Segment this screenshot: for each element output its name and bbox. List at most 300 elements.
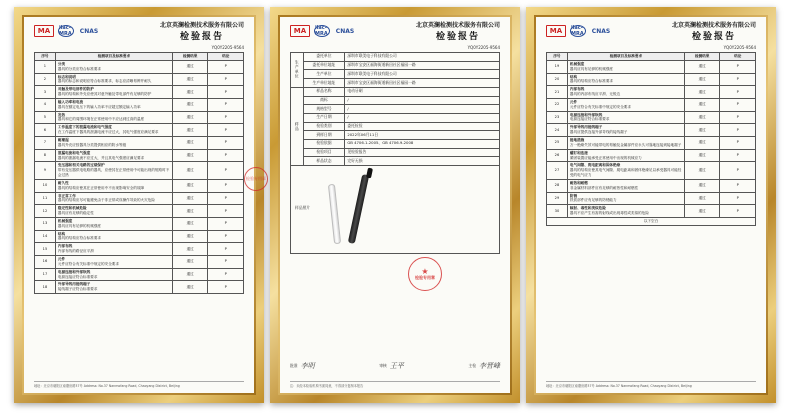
- row-conclusion: P: [208, 268, 244, 281]
- row-number: 14: [35, 230, 56, 243]
- row-item-title: 结构: [569, 74, 578, 79]
- table-row: [35, 136, 244, 149]
- info-label: 检验项目: [303, 148, 345, 157]
- row-item-desc: 器具应有足够的稳定性: [57, 211, 94, 216]
- row-item-desc: 器具的结构应符合标准要求: [57, 236, 102, 241]
- row-item-desc: 器具的结构和外壳应使其对意外触及带电部件有足够的防护: [57, 92, 152, 97]
- row-item-title: 稳定性和机械危险: [57, 206, 87, 211]
- table-row: [547, 60, 756, 73]
- table-row: [547, 162, 756, 180]
- info-row: [291, 53, 500, 62]
- row-item-title: 接地措施: [569, 137, 585, 142]
- info-value: 深圳市宝安区福海街道新田社区福园一路: [345, 61, 500, 70]
- table-row: [35, 268, 244, 281]
- row-item-title: 内部布线: [57, 244, 73, 249]
- row-result: 通过: [172, 98, 208, 111]
- row-conclusion: P: [720, 60, 756, 73]
- row-item-title: 耐潮湿: [57, 137, 69, 142]
- info-value: GB 4706.1-2005、GB 4706.9-2008: [345, 140, 500, 149]
- row-item: [55, 60, 172, 73]
- row-item: [567, 111, 684, 124]
- row-item-title: 元件: [57, 257, 66, 261]
- row-item-desc: 器具在额定电压下的输入功率不应超过额定输入功率: [57, 104, 141, 109]
- row-item: [567, 60, 684, 73]
- row-item-desc: 器具的内部布线应平滑、无锐边: [569, 92, 621, 97]
- info-value: 深圳市宝安区福海街道新田社区福园一路: [345, 79, 500, 88]
- ma-logo: MA: [34, 25, 54, 37]
- table-body: [547, 60, 756, 225]
- row-item-desc: 器具应具有足够的机械强度: [569, 66, 614, 71]
- row-item-desc: 器具的分类应符合标准要求: [57, 66, 102, 71]
- row-item-desc: 紧固装置应能承受正常使用中出现的机械应力: [569, 155, 642, 160]
- sample-photo: [291, 166, 500, 254]
- row-item: [55, 73, 172, 86]
- table-row: [547, 192, 756, 205]
- row-conclusion: P: [208, 149, 244, 162]
- row-item: [55, 111, 172, 124]
- company-name: 北京英澜检测技术服务有限公司: [415, 22, 500, 29]
- row-conclusion: P: [720, 136, 756, 149]
- row-item-title: 分类: [57, 61, 66, 66]
- toothbrush-head-image: [366, 168, 373, 179]
- signature-review: 审核 王平: [379, 362, 404, 370]
- info-label: 检验类别: [303, 122, 345, 131]
- row-item: [55, 281, 172, 294]
- row-number: 26: [547, 149, 568, 162]
- row-number: 24: [547, 124, 568, 137]
- row-item-title: 机械强度: [569, 61, 585, 66]
- seam-stamp: [244, 167, 268, 191]
- row-number: 16: [35, 256, 56, 269]
- row-item: [55, 179, 172, 192]
- info-row: [291, 148, 500, 157]
- row-result: 通过: [684, 111, 720, 124]
- row-result: 通过: [684, 73, 720, 86]
- row-item: [55, 136, 172, 149]
- table-row: [35, 192, 244, 205]
- info-label: 商标: [303, 96, 345, 105]
- row-item: [567, 162, 684, 180]
- row-conclusion: P: [720, 149, 756, 162]
- report-page-right: [536, 17, 766, 393]
- row-item: [55, 217, 172, 230]
- official-seal: [408, 257, 442, 291]
- header-logos: [546, 22, 756, 42]
- info-value: /: [345, 113, 500, 122]
- table-row: [547, 73, 756, 86]
- row-item: [55, 268, 172, 281]
- row-item-desc: 器具应具有足够的机械强度: [57, 223, 102, 228]
- row-item-desc: 铁质部件应有足够的防锈能力: [569, 198, 617, 203]
- row-item: [55, 256, 172, 269]
- row-item: [567, 86, 684, 99]
- report-number: YQ0Y2205-9564: [211, 45, 244, 50]
- row-item-desc: 器具的结构应使其在正常使用中不出现影响安全的故障: [57, 185, 145, 190]
- row-conclusion: P: [208, 179, 244, 192]
- row-item: [55, 192, 172, 205]
- row-result: 通过: [172, 60, 208, 73]
- row-result: 通过: [172, 149, 208, 162]
- row-result: 通过: [684, 124, 720, 137]
- report-title: 检验报告: [179, 32, 224, 42]
- seam-stamp-text: 检验专用章: [246, 176, 266, 181]
- header-item: 检测项目及标准要求: [55, 53, 172, 61]
- row-item-desc: 电源连接应符合标准要求: [57, 274, 98, 279]
- header-result: 检测结果: [684, 53, 720, 61]
- row-result: 通过: [172, 217, 208, 230]
- seal-text: 检验专用章: [415, 275, 435, 281]
- report-frame-left: [14, 7, 264, 403]
- report-number: YQ0Y2205-9564: [723, 45, 756, 50]
- row-conclusion: P: [208, 60, 244, 73]
- header-item: 检测项目及标准要求: [567, 53, 684, 61]
- table-header-row: [35, 53, 244, 61]
- row-item-title: 外部导线用接线端子: [57, 282, 91, 287]
- row-number: 17: [35, 268, 56, 281]
- seal-star-icon: ★: [421, 266, 429, 276]
- row-item-desc: 在工作温度下器具的泄漏电流不应过大，其电气强度应满足要求: [57, 130, 159, 135]
- header-no: 序号: [35, 53, 56, 61]
- row-result: 通过: [684, 162, 720, 180]
- row-number: 15: [35, 243, 56, 256]
- row-item-desc: 元件应符合有关标准中规定的安全要求: [57, 261, 119, 266]
- row-number: 19: [547, 60, 568, 73]
- row-result: 通过: [684, 98, 720, 111]
- table-body: [35, 60, 244, 293]
- table-row: [547, 179, 756, 192]
- report-page-middle: [280, 17, 510, 393]
- signature-approve: 批准 李明: [290, 362, 315, 370]
- row-number: 18: [35, 281, 56, 294]
- signature-row: [290, 361, 500, 371]
- row-conclusion: P: [208, 86, 244, 99]
- row-result: 通过: [684, 149, 720, 162]
- row-conclusion: P: [720, 86, 756, 99]
- header-logos: [290, 22, 500, 42]
- company-name: 北京英澜检测技术服务有限公司: [159, 22, 244, 29]
- row-item-title: 电源连接和外部软线: [57, 269, 91, 274]
- info-value: /: [345, 96, 500, 105]
- row-item: [55, 149, 172, 162]
- row-conclusion: P: [720, 98, 756, 111]
- row-result: 通过: [172, 124, 208, 137]
- inspection-table-left: [34, 52, 244, 294]
- row-result: 通过: [172, 268, 208, 281]
- row-conclusion: P: [208, 217, 244, 230]
- row-number: 25: [547, 136, 568, 149]
- row-item-title: 螺钉和连接: [569, 150, 588, 155]
- cnas-logo: CNAS: [591, 27, 611, 35]
- row-item-title: 防锈: [569, 193, 578, 198]
- table-row: [547, 205, 756, 218]
- row-item: [567, 98, 684, 111]
- row-item: [567, 73, 684, 86]
- row-item-title: 非正常工作: [57, 193, 76, 198]
- info-label: 检验依据: [303, 140, 345, 149]
- photo-row: [291, 166, 500, 254]
- header-conclusion: 结论: [720, 53, 756, 61]
- info-row: [291, 79, 500, 88]
- signature-inspector: 主检 李晋峰: [468, 362, 500, 370]
- row-item-title: 机械强度: [57, 218, 73, 223]
- row-item: [567, 179, 684, 192]
- row-result: 通过: [172, 256, 208, 269]
- info-row: [291, 105, 500, 114]
- inspection-table-right: [546, 52, 756, 226]
- ma-logo: MA: [290, 25, 310, 37]
- row-item-title: 发热: [57, 112, 66, 117]
- report-number: YQ0Y2205-9564: [467, 45, 500, 50]
- info-value: 电动牙刷: [345, 87, 500, 96]
- page-footer: 注：未经本检验机构书面同意，不得部分复制本报告: [290, 381, 500, 388]
- row-item-desc: 电源连接应符合标准要求: [569, 117, 610, 122]
- row-item-title: 内部布线: [569, 87, 585, 92]
- row-number: 23: [547, 111, 568, 124]
- row-result: 通过: [172, 192, 208, 205]
- report-page-left: [24, 17, 266, 393]
- row-conclusion: P: [208, 136, 244, 149]
- row-item-title: 输入功率和电流: [57, 99, 84, 104]
- row-conclusion: P: [720, 73, 756, 86]
- row-item-title: 元件: [569, 99, 578, 104]
- row-item-desc: 元件应符合有关标准中规定的安全要求: [569, 104, 631, 109]
- info-label: 委托单位: [303, 53, 345, 62]
- row-item-title: 耐久性: [57, 180, 69, 185]
- row-conclusion: P: [208, 256, 244, 269]
- page-footer: 地址：北京市朝阳区南磨房路37号 Address: No.37 Nanmofang Road, Chaoyang District, Beijing: [546, 381, 756, 388]
- row-item-desc: 器具的标志和说明应符合标准要求，标志应清晰易辨并耐久: [57, 79, 152, 84]
- toothbrush-black-image: [348, 174, 369, 244]
- info-value: 见检验报告: [345, 148, 500, 157]
- row-item: [55, 205, 172, 218]
- page-footer: 地址：北京市朝阳区南磨房路37号 Address: No.37 Nanmofang Road, Chaoyang District, Beijing: [34, 381, 244, 388]
- report-frame-middle: [270, 7, 520, 403]
- row-item-desc: 器具的结构应使其电气间隙、爬电距离和固体绝缘足以承受器具可能经受的电气应力: [569, 168, 682, 178]
- row-item: [55, 98, 172, 111]
- cnas-logo: CNAS: [335, 27, 355, 35]
- row-item: [55, 230, 172, 243]
- table-row: [35, 179, 244, 192]
- row-item-desc: 带有变压器供电电路的器具，应使其在正常使用中可能出现的短路时不会过热: [57, 168, 170, 178]
- row-conclusion: P: [208, 162, 244, 180]
- table-row: [547, 149, 756, 162]
- row-conclusion: P: [208, 230, 244, 243]
- row-conclusion: P: [720, 162, 756, 180]
- table-row: [35, 111, 244, 124]
- photo-label: 样品照片: [295, 205, 311, 211]
- row-number: 21: [547, 86, 568, 99]
- row-item: [567, 124, 684, 137]
- ilac-logo: ilac-MRA: [314, 25, 330, 37]
- row-conclusion: P: [208, 124, 244, 137]
- header-conclusion: 结论: [208, 53, 244, 61]
- row-number: 10: [35, 179, 56, 192]
- row-result: 通过: [172, 281, 208, 294]
- info-value: 深圳市联美电子科技有限公司: [345, 53, 500, 62]
- row-item: [567, 205, 684, 218]
- row-conclusion: P: [208, 243, 244, 256]
- row-number: 8: [35, 149, 56, 162]
- info-label: 生产单位: [303, 70, 345, 79]
- row-number: 28: [547, 179, 568, 192]
- row-number: 12: [35, 205, 56, 218]
- row-number: 13: [35, 217, 56, 230]
- row-result: 通过: [172, 243, 208, 256]
- row-item-desc: 器具的结构应尽可能避免由于非正常或误操作导致的火灾危险: [57, 198, 155, 203]
- row-item: [567, 136, 684, 149]
- info-label: 样品名称: [303, 87, 345, 96]
- info-row: [291, 61, 500, 70]
- row-item-desc: 器具应提供连接外部导线的接线端子: [569, 130, 628, 135]
- row-conclusion: P: [208, 281, 244, 294]
- report-title: 检验报告: [691, 32, 736, 42]
- company-name: 北京英澜检测技术服务有限公司: [671, 22, 756, 29]
- end-note-row: [547, 217, 756, 225]
- row-number: 22: [547, 98, 568, 111]
- row-number: 6: [35, 124, 56, 137]
- row-item-desc: 器具和它的周围环境在正常使用中不应达到过高的温度: [57, 117, 145, 122]
- table-row: [35, 86, 244, 99]
- row-number: 3: [35, 86, 56, 99]
- row-item: [55, 243, 172, 256]
- row-conclusion: P: [208, 111, 244, 124]
- info-label: 到样日期: [303, 131, 345, 140]
- report-frame-right: [526, 7, 776, 403]
- row-item-desc: 非金属材料部件应有足够的耐热性和耐燃性: [569, 185, 639, 190]
- info-label: 委托单位地址: [303, 61, 345, 70]
- row-item-title: 对触及带电部件的防护: [57, 87, 94, 92]
- row-item-title: 电源连接和外部软线: [569, 112, 603, 117]
- row-item-title: 工作温度下的泄漏电流和电气强度: [57, 125, 112, 130]
- info-value: 完好无损: [345, 157, 500, 166]
- row-result: 通过: [684, 192, 720, 205]
- row-result: 通过: [172, 73, 208, 86]
- row-item-title: 外部导线用接线端子: [569, 125, 603, 130]
- row-item-title: 泄漏电流和电气强度: [57, 150, 91, 155]
- row-result: 通过: [172, 111, 208, 124]
- side-label-sample: 样品: [291, 87, 304, 165]
- row-item-title: 耐热和耐燃: [569, 180, 588, 185]
- row-result: 通过: [172, 230, 208, 243]
- row-result: 通过: [684, 86, 720, 99]
- row-number: 1: [35, 60, 56, 73]
- table-row: [35, 162, 244, 180]
- info-row: [291, 157, 500, 166]
- row-item: [55, 124, 172, 137]
- table-row: [547, 98, 756, 111]
- row-number: 5: [35, 111, 56, 124]
- row-conclusion: P: [208, 192, 244, 205]
- row-item-desc: 接线端子应符合标准要求: [57, 287, 98, 292]
- table-row: [35, 281, 244, 294]
- row-item-title: 标志和说明: [57, 74, 76, 79]
- sample-info-table: [290, 52, 500, 254]
- table-header-row: [547, 53, 756, 61]
- toothbrush-white-image: [328, 184, 341, 244]
- info-row: [291, 131, 500, 140]
- row-result: 通过: [684, 60, 720, 73]
- row-item: [55, 86, 172, 99]
- row-item-desc: 器具的泄漏电流不应过大，并且其电气强度应满足要求: [57, 155, 145, 160]
- row-result: 通过: [684, 205, 720, 218]
- row-conclusion: P: [208, 98, 244, 111]
- row-item-title: 变压器和相关电路的过载保护: [57, 163, 105, 168]
- info-value: /: [345, 105, 500, 114]
- info-row: [291, 96, 500, 105]
- row-number: 9: [35, 162, 56, 180]
- row-number: 11: [35, 192, 56, 205]
- row-item-title: 电气间隙、爬电距离和固体绝缘: [569, 163, 621, 168]
- info-row: [291, 122, 500, 131]
- row-item-desc: 器具不应产生有害的射线或出现毒性或类似的危险: [569, 211, 649, 216]
- row-conclusion: P: [720, 111, 756, 124]
- info-row: [291, 70, 500, 79]
- ilac-logo: ilac-MRA: [570, 25, 586, 37]
- row-conclusion: P: [208, 73, 244, 86]
- table-row: [35, 217, 244, 230]
- row-conclusion: P: [208, 205, 244, 218]
- row-number: 2: [35, 73, 56, 86]
- table-row: [35, 149, 244, 162]
- info-label: 生产单位地址: [303, 79, 345, 88]
- table-row: [35, 205, 244, 218]
- header-no: 序号: [547, 53, 568, 61]
- ilac-logo: ilac-MRA: [58, 25, 74, 37]
- table-row: [35, 243, 244, 256]
- side-label-producer: 生产单位: [291, 53, 304, 88]
- row-result: 通过: [172, 136, 208, 149]
- row-result: 通过: [172, 86, 208, 99]
- table-row: [35, 256, 244, 269]
- row-result: 通过: [684, 136, 720, 149]
- info-label: 生产日期: [303, 113, 345, 122]
- row-item: [567, 192, 684, 205]
- row-number: 30: [547, 205, 568, 218]
- row-result: 通过: [172, 205, 208, 218]
- cnas-logo: CNAS: [79, 27, 99, 35]
- ma-logo: MA: [546, 25, 566, 37]
- info-row: [291, 140, 500, 149]
- row-conclusion: P: [720, 205, 756, 218]
- row-number: 20: [547, 73, 568, 86]
- info-value: 深圳市联美电子科技有限公司: [345, 70, 500, 79]
- report-title: 检验报告: [435, 32, 480, 42]
- end-note: 以下空白: [547, 217, 756, 225]
- info-label: 规格型号: [303, 105, 345, 114]
- header-logos: [34, 22, 244, 42]
- row-item-title: 辐射、毒性和类似危险: [569, 206, 606, 211]
- info-table-body: [291, 53, 500, 254]
- table-row: [547, 124, 756, 137]
- info-row: [291, 113, 500, 122]
- row-conclusion: P: [720, 192, 756, 205]
- table-row: [35, 98, 244, 111]
- table-row: [35, 230, 244, 243]
- table-row: [35, 60, 244, 73]
- row-conclusion: P: [720, 124, 756, 137]
- table-row: [547, 136, 756, 149]
- row-item-desc: 内部布线的路径应平滑: [57, 249, 94, 254]
- row-item: [55, 162, 172, 180]
- table-row: [547, 86, 756, 99]
- row-number: 27: [547, 162, 568, 180]
- row-item-desc: 器具的结构应符合标准要求: [569, 79, 614, 84]
- header-result: 检测结果: [172, 53, 208, 61]
- info-row: [291, 87, 500, 96]
- table-row: [35, 73, 244, 86]
- row-item-desc: 万一绝缘失效可能带电的易触及金属部件应永久可靠地连接到接地端子: [569, 142, 682, 147]
- info-value: 2022年06月11日: [345, 131, 500, 140]
